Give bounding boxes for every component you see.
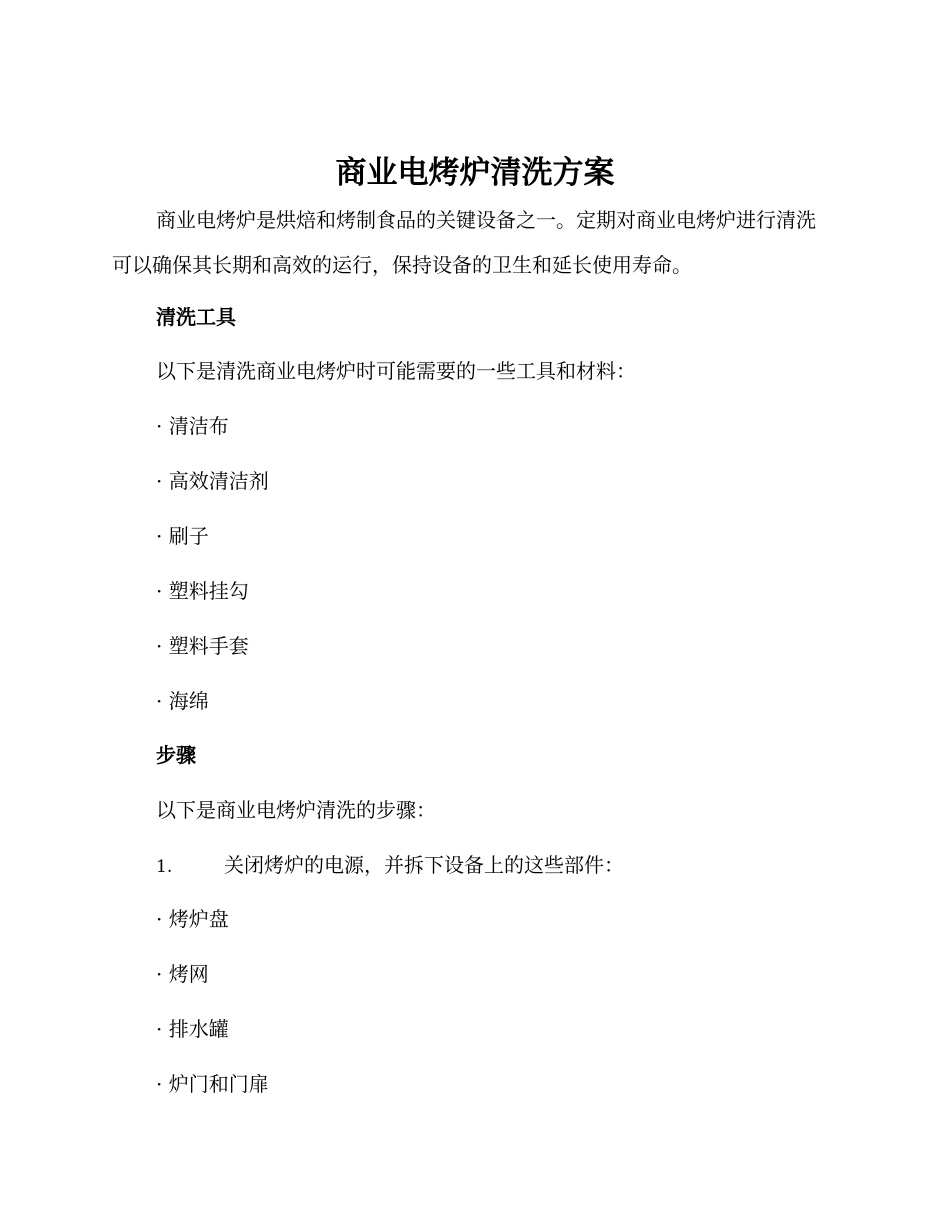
list-item: · 塑料挂勾 xyxy=(156,579,249,603)
tools-lead: 以下是清洗商业电烤炉时可能需要的一些工具和材料： xyxy=(156,359,636,383)
list-item: · 烤炉盘 xyxy=(156,907,229,931)
steps-heading: 步骤 xyxy=(156,743,196,767)
steps-lead: 以下是商业电烤炉清洗的步骤： xyxy=(156,798,436,822)
step-number: 1. xyxy=(156,857,173,877)
step-1 xyxy=(156,850,624,882)
step-text: 关闭烤炉的电源，并拆下设备上的这些部件： xyxy=(224,853,624,877)
list-item: · 高效清洁剂 xyxy=(156,469,269,493)
list-item: · 清洁布 xyxy=(156,414,229,438)
intro-paragraph: 商业电烤炉是烘焙和烤制食品的关键设备之一。定期对商业电烤炉进行清洗可以确保其长期和高效的运行，保持设备的卫生和延长使用寿命。 xyxy=(112,208,816,277)
list-item: · 排水罐 xyxy=(156,1017,229,1041)
list-item: · 海绵 xyxy=(156,689,209,713)
tools-heading: 清洗工具 xyxy=(156,305,236,329)
list-item: · 炉门和门扉 xyxy=(156,1072,269,1096)
document-title: 商业电烤炉清洗方案 xyxy=(335,155,615,191)
list-item: · 烤网 xyxy=(156,962,209,986)
list-item: · 刷子 xyxy=(156,524,209,548)
list-item: · 塑料手套 xyxy=(156,634,249,658)
